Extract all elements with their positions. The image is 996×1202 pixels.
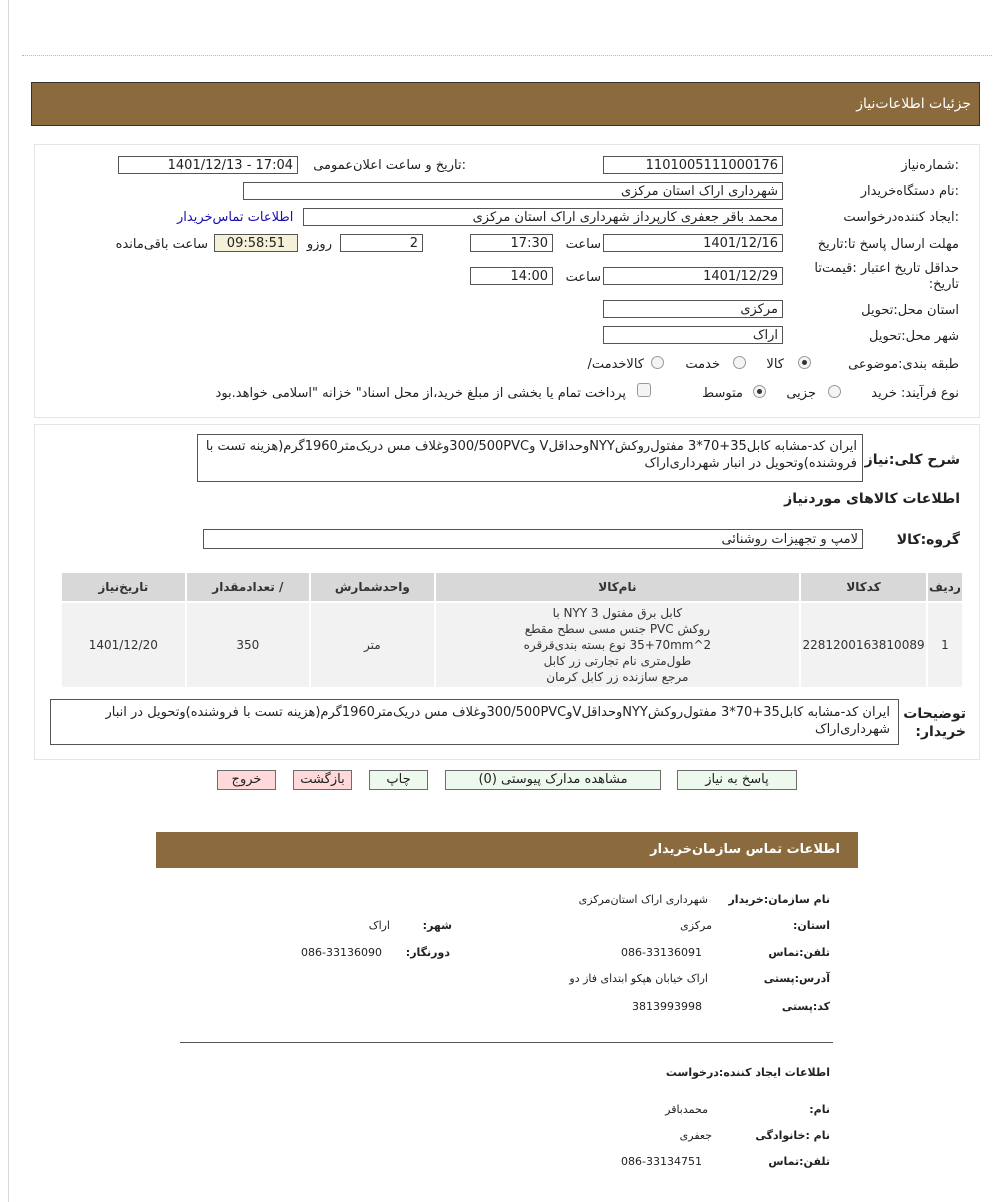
name-line: مرجع سازنده زر کابل کرمان	[546, 670, 689, 684]
contact-divider	[180, 1042, 833, 1043]
buyer-notes-text: ایران کد-مشابه کابل35+70*3 مفتول‌روکشNYYوحداقلVو300/500PVCوغلاف مس دریک‌متر1960گرم(هزینه تست با فروشنده)وتحویل در انبار شهرداری‌اراک	[105, 705, 890, 737]
goods-table	[60, 571, 964, 689]
contact-phone-value: 086-33136091	[621, 946, 702, 959]
summary-box	[197, 434, 863, 482]
days-field: 2	[340, 234, 423, 252]
contact-city-label: :شهر	[422, 919, 452, 932]
goods-table-wrapper	[60, 571, 964, 689]
table-row	[62, 603, 962, 687]
date-cell: 1401/12/20	[62, 603, 185, 687]
code-cell: 2281200163810089	[801, 603, 926, 687]
validity-date-field: 1401/12/29	[603, 267, 783, 285]
contact-org-value: شهرداری اراک استان‌مرکزی	[578, 893, 708, 906]
header-name: نام‌کالا	[436, 573, 800, 601]
announce-field: 1401/12/13 - 17:04	[118, 156, 298, 174]
contact-header-bar	[156, 832, 858, 868]
creator-info-title: اطلاعات ایجاد کننده:درخواست	[665, 1066, 830, 1079]
header-qty: / تعدادمقدار	[187, 573, 310, 601]
contact-province-label: :استان	[792, 919, 830, 932]
process-small-label: جزیی	[786, 386, 816, 401]
payment-note: پرداخت تمام یا بخشی از مبلغ خرید،از محل اسناد" خزانه "اسلامی خواهد.بود	[215, 386, 626, 401]
page-header-title: جزئیات اطلاعات‌نیاز	[856, 96, 971, 112]
left-border-line	[8, 0, 9, 1202]
process-small-radio[interactable]	[828, 385, 841, 398]
header-unit: واحدشمارش	[311, 573, 434, 601]
city-field: اراک	[603, 326, 783, 344]
goods-table-header	[62, 573, 962, 601]
remaining-time-field: 09:58:51	[214, 234, 298, 252]
buyer-notes-label-2: :خریدار	[915, 724, 966, 740]
payment-checkbox[interactable]	[637, 383, 651, 397]
category-goods-service-label: /کالاخدمت	[587, 357, 644, 372]
buyer-notes-box	[50, 699, 899, 745]
buyer-org-label: نام دستگاه‌خریدار:	[860, 184, 959, 199]
contact-city-value: اراک	[368, 919, 390, 932]
contact-postal-value: 3813993998	[632, 1000, 702, 1013]
validity-time-label: ساعت	[565, 270, 601, 285]
creator-name-label: :نام	[809, 1103, 830, 1116]
name-line: کابل برق مفتول NYY 3 با	[552, 606, 683, 620]
attachments-button[interactable]: مشاهده مدارک پیوستی (0)	[445, 770, 661, 790]
reply-button[interactable]: پاسخ به نیاز	[677, 770, 797, 790]
creator-field: محمد باقر جعفری کارپرداز شهرداری اراک استان مرکزی	[303, 208, 783, 226]
deadline-time-label: ساعت	[565, 237, 601, 252]
deadline-label: مهلت ارسال پاسخ تا:تاریخ	[817, 237, 959, 252]
row-number-cell: 1	[928, 603, 962, 687]
city-label: شهر محل:تحویل	[869, 329, 959, 344]
dotted-divider	[22, 55, 992, 56]
contact-fax-label: :دورنگار	[405, 946, 450, 959]
category-goods-service-radio[interactable]	[651, 356, 664, 369]
category-label: طبقه بندی:موضوعی	[848, 357, 959, 372]
process-medium-label: متوسط	[702, 386, 743, 401]
page-header-bar	[31, 82, 980, 126]
province-field: مرکزی	[603, 300, 783, 318]
header-code: کدکالا	[801, 573, 926, 601]
announce-label: تاریخ و ساعت اعلان‌عمومی:	[313, 158, 466, 173]
contact-header-title: اطلاعات تماس سازمان‌خریدار	[650, 842, 840, 857]
contact-buyer-link[interactable]: اطلاعات تماس‌خریدار	[177, 210, 294, 225]
buyer-org-field: شهرداری اراک استان مرکزی	[243, 182, 783, 200]
contact-phone-label: تلفن:تماس	[768, 946, 830, 959]
days-label: روزو	[306, 237, 332, 252]
creator-family-value: جعفری	[679, 1129, 712, 1142]
validity-time-field: 14:00	[470, 267, 553, 285]
print-button[interactable]: چاپ	[369, 770, 428, 790]
need-number-label: شماره‌نیاز:	[901, 158, 959, 173]
summary-text: ایران کد-مشابه کابل35+70*3 مفتول‌روکشNYYوحداقلV و300/500PVCوغلاف مس دریک‌متر1960گرم(هزینه تست با فروشنده)وتحویل در انبار شهرداری‌اراک	[205, 439, 857, 471]
back-button[interactable]: بازگشت	[293, 770, 352, 790]
contact-address-value: اراک خیابان هپکو ابتدای فاز دو	[569, 972, 708, 985]
creator-label: ایجاد کننده‌درخواست:	[843, 210, 959, 225]
qty-cell: 350	[187, 603, 310, 687]
unit-cell: متر	[311, 603, 434, 687]
contact-org-label: نام سازمان:خریدار	[728, 893, 830, 906]
category-service-radio[interactable]	[733, 356, 746, 369]
name-line: طول‌متری نام تجارتی زر کابل	[543, 654, 692, 668]
contact-fax-value: 086-33136090	[301, 946, 382, 959]
validity-label-1: حداقل تاریخ اعتبار :قیمت‌تا	[814, 261, 959, 276]
process-medium-radio[interactable]	[753, 385, 766, 398]
goods-group-label: گروه:کالا	[896, 532, 960, 548]
need-number-field: 1101005111000176	[603, 156, 783, 174]
summary-label: شرح کلی:نیاز	[864, 452, 960, 468]
process-label: نوع فرآیند: خرید	[871, 386, 959, 401]
contact-province-value: مرکزی	[680, 919, 712, 932]
exit-button[interactable]: خروج	[217, 770, 276, 790]
deadline-time-field: 17:30	[470, 234, 553, 252]
category-goods-label: کالا	[766, 357, 784, 372]
creator-phone-value: 086-33134751	[621, 1155, 702, 1168]
goods-group-field: لامپ و تجهیزات روشنائی	[203, 529, 863, 549]
validity-label-2: :تاریخ	[928, 277, 959, 292]
header-row-number: ردیف	[928, 573, 962, 601]
creator-phone-label: تلفن:تماس	[768, 1155, 830, 1168]
buyer-notes-label-1: توضیحات	[903, 706, 966, 722]
header-date: تاریخ‌نیاز	[62, 573, 185, 601]
creator-family-label: نام :خانوادگی	[755, 1129, 830, 1142]
contact-address-label: آدرس:پستی	[763, 972, 830, 985]
creator-name-value: محمدباقر	[665, 1103, 708, 1116]
category-goods-radio[interactable]	[798, 356, 811, 369]
name-cell	[436, 603, 800, 687]
province-label: استان محل:تحویل	[861, 303, 959, 318]
name-line: 35+70mm^2 نوع بسته بندی‌قرقره	[523, 638, 712, 652]
remaining-label: ساعت باقی‌مانده	[115, 237, 208, 252]
goods-info-title: اطلاعات کالاهای مورد‌نیاز	[784, 491, 960, 507]
contact-postal-label: کد:پستی	[781, 1000, 830, 1013]
name-line: روکش PVC جنس مسی سطح مقطع	[524, 622, 711, 636]
category-service-label: خدمت	[685, 357, 720, 372]
deadline-date-field: 1401/12/16	[603, 234, 783, 252]
